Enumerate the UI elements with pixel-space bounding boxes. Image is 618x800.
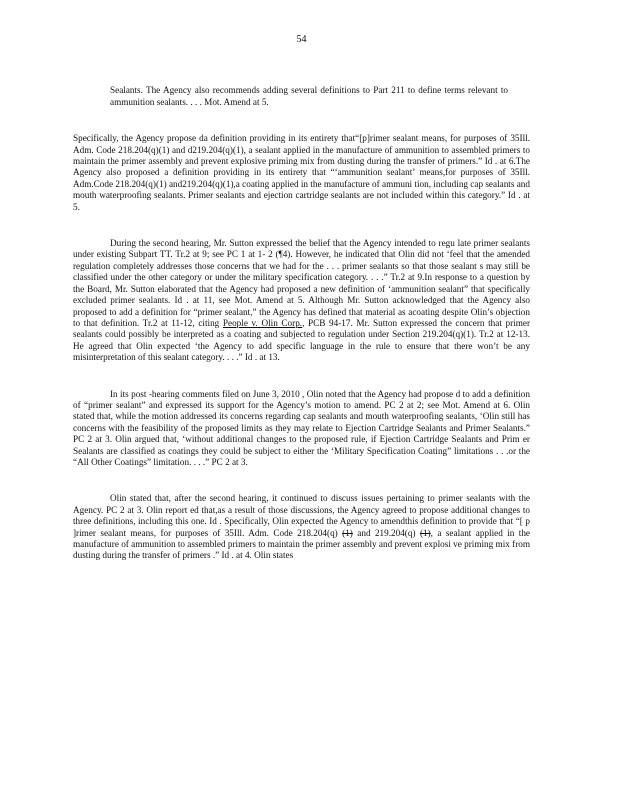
case-citation: People v. Olin Corp. [222, 317, 303, 328]
struck-text-1: (1) [342, 527, 353, 538]
paragraph-4 [73, 493, 530, 561]
paragraph-2-text-b: , PCB 94-17. Mr. Sutton expressed the concern that primer sealants could possibly be interpreted as a coating and subjected to regulation under Section 219.204(q)(1). Tr.2 at 12-13. He agreed that Olin expected ‘the Agency to add specific language in the rule to ensure that there won’t be any misinterpretation of this sealant category. . . .” Id . at 13. [73, 317, 531, 363]
paragraph-4-text-c: , a sealant applied in the manufacture of ammunition to assembled primers to maintain the primer assembly and prevent explosi ve priming mix from dusting during the transfer of primers .” Id . at 4. Olin states [73, 527, 531, 561]
paragraph-2 [73, 238, 530, 363]
paragraph-4-text-a: Olin stated that, after the second hearing, it continued to discuss issues pertaining to primer sealants with the Agency. PC 2 at 3. Olin report ed that,as a result of those discussions, the Agency agreed to propose additional changes to three definitions, including this one. Id . Specifically, Olin expected the Agency to amendthis definition to provide that “[ p ]rimer sealant means, for purposes of 35Ill. Adm. Code 218.204(q) [73, 493, 530, 538]
struck-text-2: (1) [419, 527, 431, 538]
block-quote: Sealants. The Agency also recommends adding several definitions to Part 211 to define terms relevant to ammunition sealants. . . . Mot. Amend at 5. [110, 85, 508, 107]
paragraph-3: In its post -hearing comments filed on June 3, 2010 , Olin noted that the Agency had propose d to add a definition of “primer sealant” and expressed its support for the Agency’s motion to amend. PC 2 at 2; see Mot. Amend at 6. Olin stated that, while the motion addressed its concerns regarding cap sealants and mouth waterproofing sealants, ‘Olin still has concerns with the feasibility of the proposed limits as they may relate to Ejection Cartridge Sealants and Primer Sealants.” PC 2 at 3. Olin argued that, ‘without additional changes to the proposed rule, if Ejection Cartridge Sealants and Prim er Sealants are classified as coatings they could be subject to either the ‘Military Specification Coating” limitations . . .or the “All Other Coatings” limitation. . . .” PC 2 at 3. [73, 388, 530, 467]
page-number: 54 [296, 34, 307, 45]
paragraph-1: Specifically, the Agency propose da definition providing in its entirety that“[p]rimer sealant means, for purposes of 35Ill. Adm. Code 218.204(q)(1) and d219.204(q)(1), a sealant applied in the manufacture of ammunition to assembled primers to maintain the primer assembly and prevent explosive priming mix from dusting during the transfer of primers.” Id . at 6.The Agency also proposed a definition providing in its entirety that “‘ammunition sealant’ means,for purposes of 35Ill. Adm.Code 218.204(q)(1) and219.204(q)(1),a coating applied in the manufacture of ammuni tion, including cap sealants and mouth waterproofing sealants. Primer sealants and ejection cartridge sealants are not included within this category.” Id . at 5. [73, 133, 530, 212]
paragraph-2-text-a: During the second hearing, Mr. Sutton expressed the belief that the Agency intended to regu late primer sealants under existing Subpart TT. Tr.2 at 9; see PC 1 at 1- 2 (¶4). However, he indicated that Olin did not ‘feel that the amended regulation completely addresses those concerns that we had for the . . . primer sealants so that those sealant s may still be classified under the other category or under the military specification category. . . .” Tr.2 at 9.In response to a question by the Board, Mr. Sutton elaborated that the Agency had proposed a new definition of ‘ammunition sealant” that specifically excluded primer sealants. Id . at 11, see Mot. Amend at 5. Although Mr. Sutton acknowledged that the Agency also proposed to add a definition for “primer sealant,” the Agency has defined that material as acoating despite Olin’s objection to that definition. Tr.2 at 11-12, citing [73, 238, 530, 328]
paragraph-4-text-b: and 219.204(q) [352, 527, 420, 538]
